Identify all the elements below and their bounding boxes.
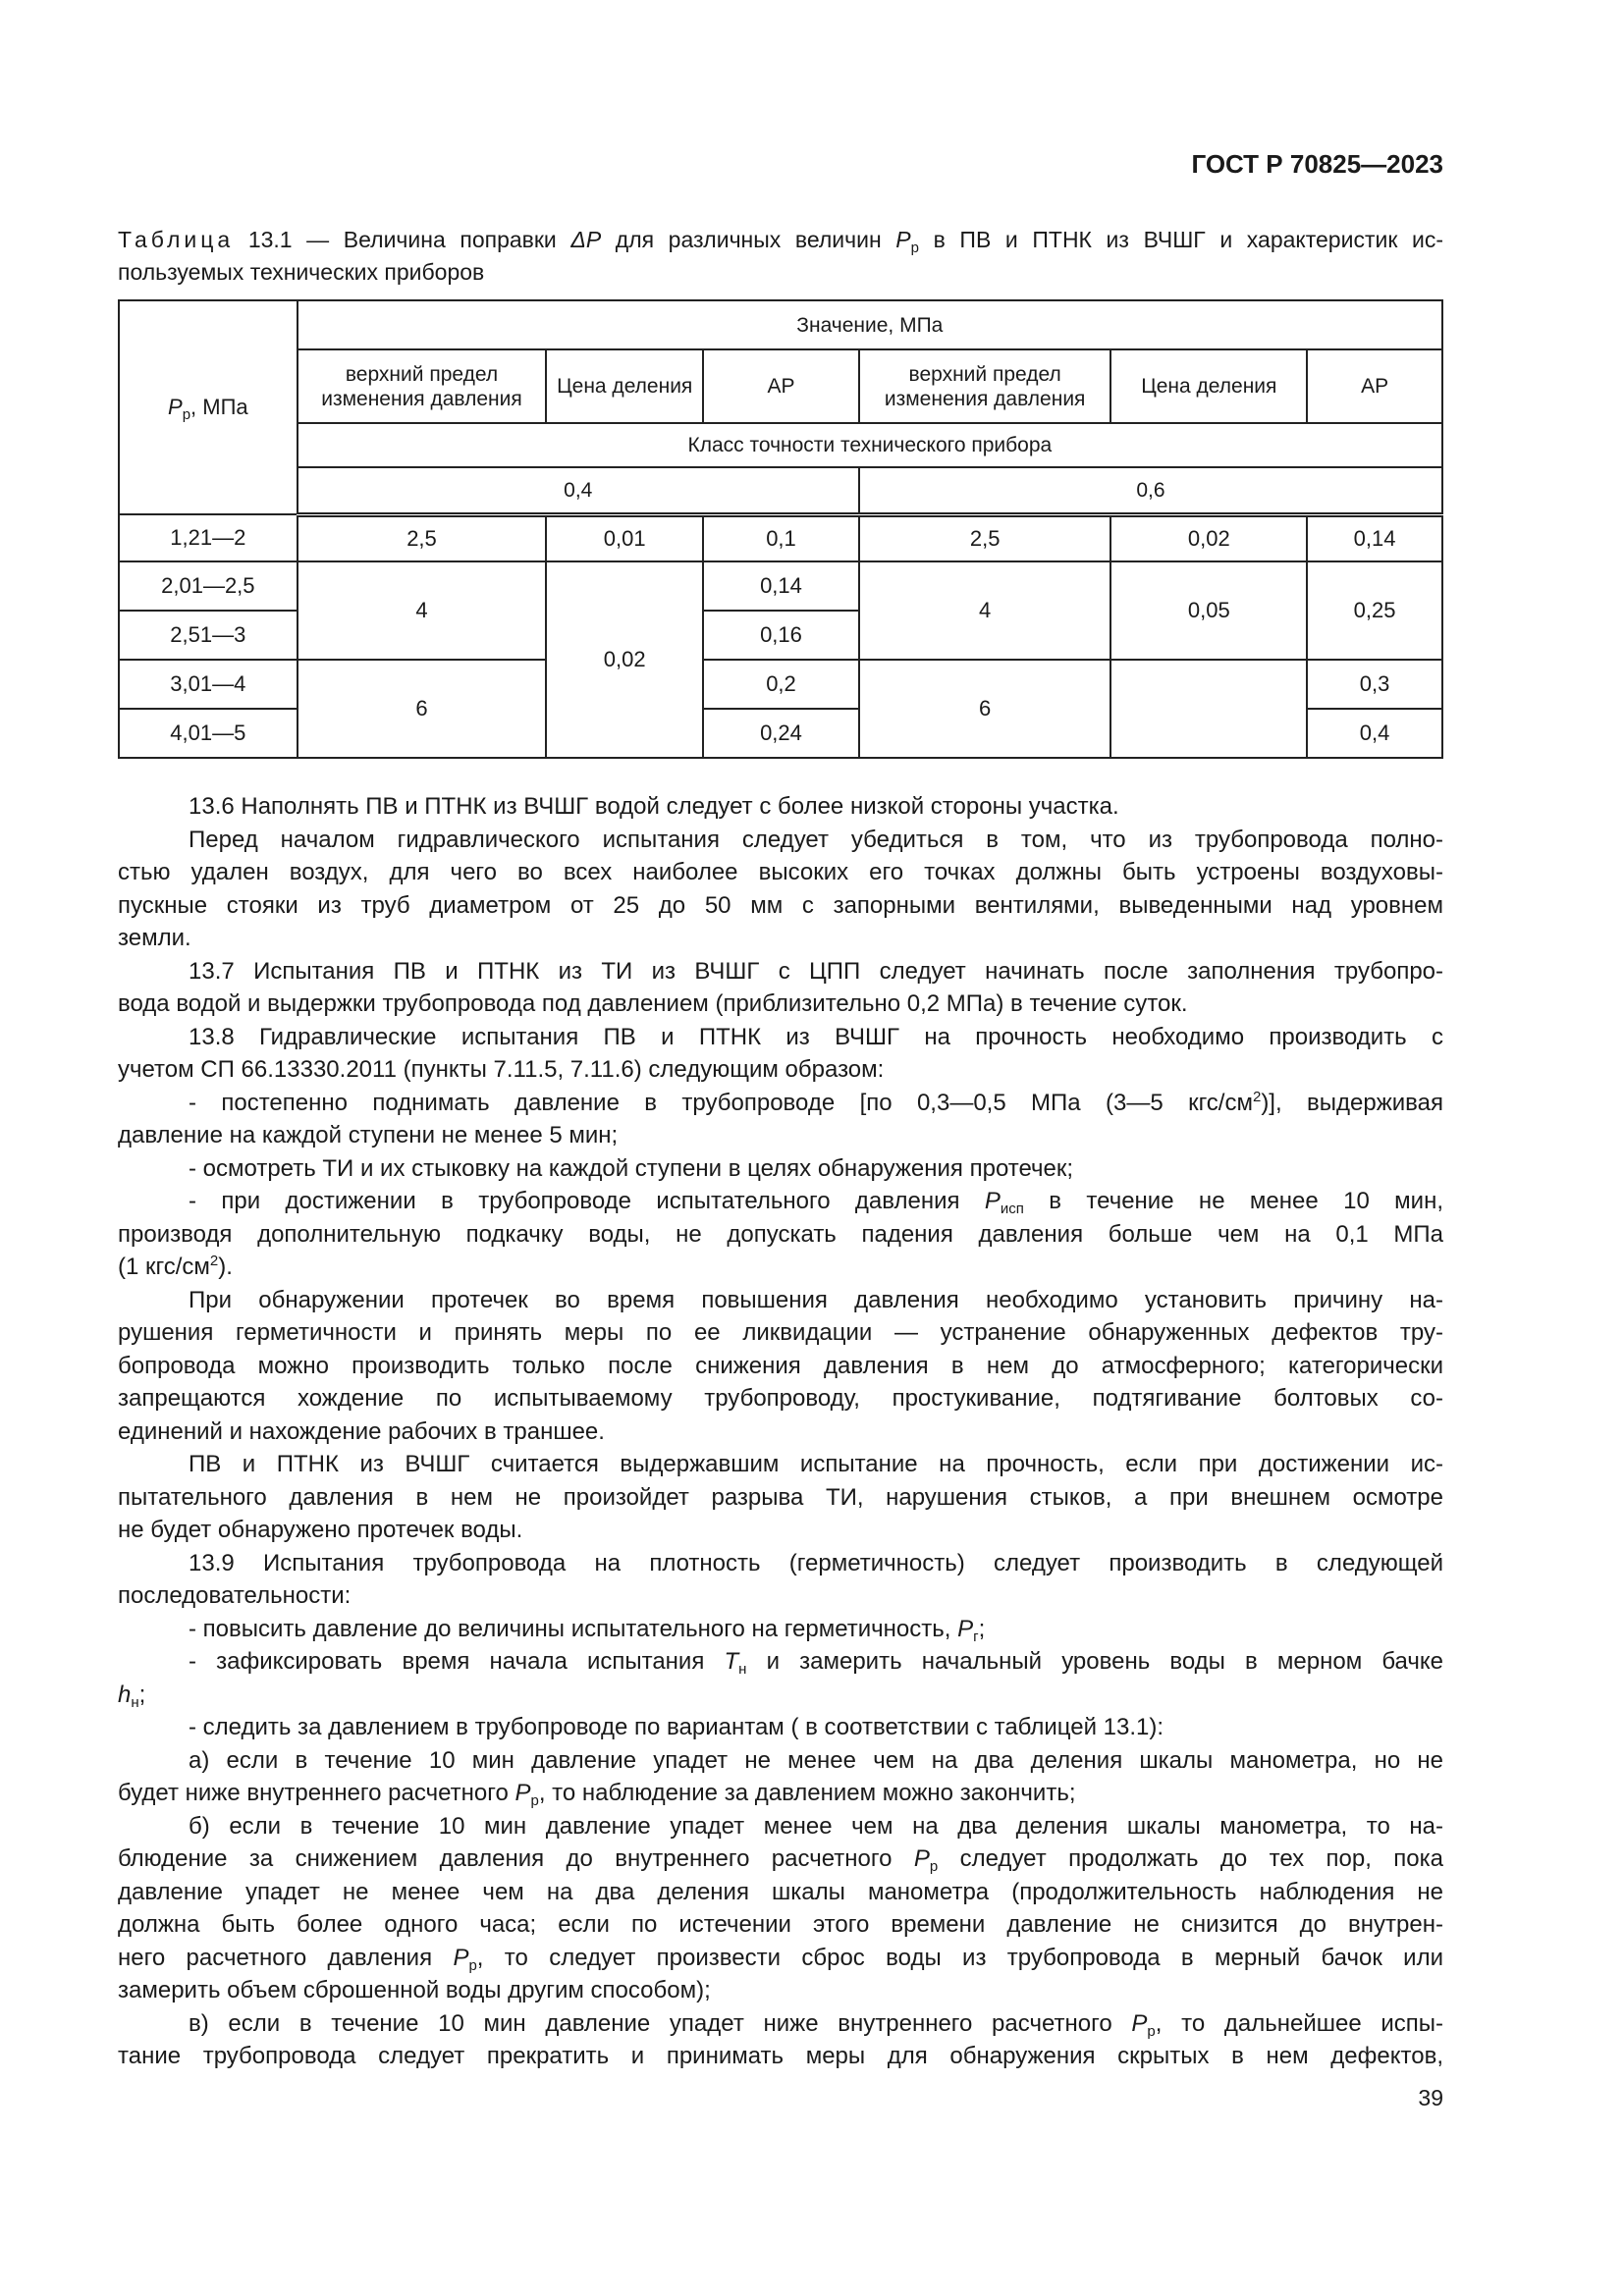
symbol: P xyxy=(895,227,911,252)
text-run: последовательности: xyxy=(118,1582,352,1609)
symbol: h xyxy=(118,1681,132,1708)
text-line xyxy=(118,955,1443,988)
text-run: замерить объем сброшенной воды другим способом); xyxy=(118,1977,711,2003)
text-line xyxy=(118,824,1443,857)
cell: 0,3 xyxy=(1307,660,1442,709)
table-row xyxy=(119,660,1442,709)
text-run: давление упадет не менее чем на два деления шкалы манометра (продолжительность наблюдения не xyxy=(118,1878,1443,1905)
text-run: ). xyxy=(218,1254,233,1280)
text-line xyxy=(118,1382,1443,1415)
table-row xyxy=(119,561,1442,611)
text-run: б) если в течение 10 мин давление упадет менее чем на два деления шкалы манометра, то на- xyxy=(189,1812,1443,1840)
text-run: производя дополнительную подкачку воды, не допускать падения давления больше чем на 0,1 МПа xyxy=(118,1220,1443,1248)
text-run: пытательного давления в нем не произойдет разрыва ТИ, нарушения стыков, а при внешнем осмотре xyxy=(118,1483,1443,1511)
text-run: стью удален воздух, для чего во всех наиболее высоких его точках должны быть устроены воздуховы- xyxy=(118,859,1443,885)
header-upper-limit-1: верхний предел изменения давления xyxy=(298,349,547,423)
text-line xyxy=(118,1316,1443,1350)
cell: 6 xyxy=(298,660,547,758)
text-run: ПВ и ПТНК из ВЧШГ считается выдержавшим испытание на прочность, если при достижении ис- xyxy=(189,1451,1443,1477)
subscript: р xyxy=(1147,2022,1156,2040)
text-run: - при достижении в трубопроводе испытательного давления xyxy=(189,1188,985,1214)
text-run: 13.9 Испытания трубопровода на плотность (герметичность) следует производить в следующей xyxy=(189,1549,1443,1576)
text-line xyxy=(118,1251,1443,1284)
page-number: 39 xyxy=(1418,2085,1443,2110)
text-run: бопровода можно производить только после снижения давления в нем до атмосферного; категорически xyxy=(118,1352,1443,1379)
text-run: единений и нахождение рабочих в траншее. xyxy=(118,1417,605,1445)
text-line xyxy=(118,790,1443,824)
cell-pr: 2,51—3 xyxy=(119,611,298,660)
correction-table xyxy=(118,299,1443,759)
text-run: , то дальнейшее испы- xyxy=(1155,2009,1443,2037)
symbol: P xyxy=(1131,2009,1148,2037)
text-line xyxy=(118,1053,1443,1087)
text-run: в течение не менее 10 мин, xyxy=(1023,1188,1444,1214)
text-run: , то наблюдение за давлением можно закончить; xyxy=(538,1780,1076,1806)
header-accuracy-class: Класс точности технического прибора xyxy=(298,423,1442,467)
text-line xyxy=(118,1448,1443,1481)
header-upper-limit-2: верхний предел изменения давления xyxy=(859,349,1111,423)
text-line xyxy=(118,988,1443,1021)
text-line xyxy=(118,1152,1443,1186)
text-line xyxy=(118,1087,1443,1120)
text-run: ; xyxy=(138,1681,146,1708)
text-run: давление на каждой ступени не менее 5 мин; xyxy=(118,1122,619,1148)
text-line xyxy=(118,1481,1443,1515)
class-0-6: 0,6 xyxy=(859,467,1442,514)
cell: 0,25 xyxy=(1307,561,1442,660)
text-line xyxy=(118,856,1443,889)
text-run: рушения герметичности и принять меры по ее ликвидации — устранение обнаруженных дефектов тру- xyxy=(118,1319,1443,1346)
text-run: - осмотреть ТИ и их стыковку на каждой ступени в целях обнаружения протечек; xyxy=(189,1154,1074,1182)
symbol: P xyxy=(913,1845,930,1872)
subscript: н xyxy=(738,1661,747,1678)
text-line xyxy=(118,1218,1443,1252)
subscript: г xyxy=(973,1628,979,1645)
cell: 0,14 xyxy=(1307,514,1442,561)
cell xyxy=(1110,660,1307,758)
text-run: и замерить начальный уровень воды в мерном бачке xyxy=(746,1648,1443,1675)
text-run: Перед началом гидравлического испытания следует убедиться в том, что из трубопровода полно- xyxy=(189,826,1443,853)
text-run: земли. xyxy=(118,925,191,951)
text-line xyxy=(118,1777,1443,1810)
text-line xyxy=(118,1810,1443,1843)
text-run: - постепенно поднимать давление в трубопроводе [по 0,3—0,5 МПа (3—5 кгс/см xyxy=(189,1089,1253,1116)
header-value: Значение, МПа xyxy=(298,300,1442,349)
text-line xyxy=(118,1415,1443,1449)
cell: 0,02 xyxy=(546,561,703,758)
body-text xyxy=(118,790,1443,2073)
text-run: пускные стояки из труб диаметром от 25 до 50 мм с запорными вентилями, выведенными над уровнем xyxy=(118,891,1443,919)
text-run: (1 кгс/см xyxy=(118,1254,210,1280)
text-run: При обнаружении протечек во время повышения давления необходимо установить причину на- xyxy=(189,1286,1443,1313)
cell: 4 xyxy=(859,561,1111,660)
text-line xyxy=(118,1942,1443,1975)
text-run: будет ниже внутреннего расчетного xyxy=(118,1780,515,1806)
cell: 6 xyxy=(859,660,1111,758)
text-run: следует продолжать до тех пор, пока xyxy=(938,1845,1444,1872)
text-line xyxy=(118,1974,1443,2007)
text-line xyxy=(118,2007,1443,2041)
text-run: - зафиксировать время начала испытания xyxy=(189,1648,725,1675)
text-line xyxy=(118,889,1443,923)
symbol: T xyxy=(724,1648,739,1675)
cell: 0,1 xyxy=(703,514,859,561)
text-run: него расчетного давления xyxy=(118,1944,454,1971)
subscript: р xyxy=(530,1792,539,1809)
cell: 0,24 xyxy=(703,709,859,758)
table-row xyxy=(119,514,1442,561)
cell: 2,5 xyxy=(859,514,1111,561)
superscript: 2 xyxy=(1252,1088,1262,1105)
text-line xyxy=(118,1579,1443,1613)
symbol: P xyxy=(984,1188,1001,1214)
text-run: вода водой и выдержки трубопровода под давлением (приблизительно 0,2 МПа) в течение суток. xyxy=(118,990,1188,1017)
text-run: тание трубопровода следует прекратить и принимать меры для обнаружения скрытых в нем дефектов, xyxy=(118,2043,1443,2069)
text-line xyxy=(118,1908,1443,1942)
text-run: - следить за давлением в трубопроводе по вариантам ( в соответствии с таблицей 13.1): xyxy=(189,1714,1164,1740)
cell: 0,2 xyxy=(703,660,859,709)
text-run: а) если в течение 10 мин давление упадет не менее чем на два деления шкалы манометра, но не xyxy=(189,1746,1443,1774)
cell: 2,5 xyxy=(298,514,547,561)
subscript: р xyxy=(910,240,919,256)
table-caption xyxy=(118,224,1443,289)
cell: 4 xyxy=(298,561,547,660)
text-line xyxy=(118,1119,1443,1152)
text-line xyxy=(118,1514,1443,1547)
text-run: 13.1 — Величина поправки xyxy=(247,227,571,252)
text-line xyxy=(118,1842,1443,1876)
subscript: р xyxy=(468,1956,477,1974)
header-pr: $P_р$, МПа xyxy=(119,300,298,514)
text-run: 13.6 Наполнять ПВ и ПТНК из ВЧШГ водой следует с более низкой стороны участка. xyxy=(189,793,1119,820)
cell: 0,16 xyxy=(703,611,859,660)
text-run: для различных величин xyxy=(601,227,896,252)
text-run: не будет обнаружено протечек воды. xyxy=(118,1517,523,1543)
text-line xyxy=(118,922,1443,955)
header-division-2: Цена деления xyxy=(1110,349,1307,423)
text-run: запрещаются хождение по испытываемому трубопроводу, простукивание, подтягивание болтовых со- xyxy=(118,1385,1443,1412)
caption-label: Таблица xyxy=(118,227,235,252)
cell: 0,01 xyxy=(546,514,703,561)
symbol: P xyxy=(514,1780,531,1806)
cell-pr: 2,01—2,5 xyxy=(119,561,298,611)
text-run: 13.7 Испытания ПВ и ПТНК из ТИ из ВЧШГ с ЦПП следует начинать после заполнения трубопро- xyxy=(189,957,1443,985)
header-ar-1: АР xyxy=(703,349,859,423)
text-line xyxy=(118,1679,1443,1712)
subscript: р xyxy=(929,1858,939,1875)
cell: 0,14 xyxy=(703,561,859,611)
text-run: ; xyxy=(978,1615,986,1642)
cell: 0,02 xyxy=(1110,514,1307,561)
cell: 0,4 xyxy=(1307,709,1442,758)
text-run: в) если в течение 10 мин давление упадет ниже внутреннего расчетного xyxy=(189,2009,1132,2037)
text-line xyxy=(118,1021,1443,1054)
text-run: должна быть более одного часа; если по истечении этого времени давление не снизится до внутрен- xyxy=(118,1911,1443,1938)
text-line xyxy=(118,1613,1443,1646)
text-line xyxy=(118,1711,1443,1744)
symbol: ΔP xyxy=(570,227,602,252)
text-run: 13.8 Гидравлические испытания ПВ и ПТНК из ВЧШГ на прочность необходимо производить с xyxy=(189,1023,1443,1050)
text-run: в ПВ и ПТНК из ВЧШГ и характеристик ис- xyxy=(918,227,1444,252)
text-line xyxy=(118,1547,1443,1580)
text-run: - повысить давление до величины испытательного на герметичность, xyxy=(189,1615,958,1642)
text-run: )], выдерживая xyxy=(1261,1089,1443,1116)
class-0-4: 0,4 xyxy=(298,467,859,514)
text-run: блюдение за снижением давления до внутреннего расчетного xyxy=(118,1845,914,1872)
subscript: н xyxy=(131,1693,139,1711)
text-run: учетом СП 66.13330.2011 (пункты 7.11.5, 7.11.6) следующим образом: xyxy=(118,1056,885,1083)
text-line xyxy=(118,1645,1443,1679)
text-line xyxy=(118,1350,1443,1383)
header-division-1: Цена деления xyxy=(546,349,703,423)
text-line xyxy=(118,2040,1443,2073)
text-line xyxy=(118,1744,1443,1778)
text-line xyxy=(118,1185,1443,1218)
cell: 0,05 xyxy=(1110,561,1307,660)
cell-pr: 1,21—2 xyxy=(119,514,298,561)
symbol: P xyxy=(957,1615,974,1642)
text-line xyxy=(118,1876,1443,1909)
document-header-id: ГОСТ Р 70825—2023 xyxy=(1191,149,1443,179)
subscript: исп xyxy=(1000,1201,1024,1217)
text-line xyxy=(118,1284,1443,1317)
superscript: 2 xyxy=(209,1253,219,1269)
caption-line-2: пользуемых технических приборов xyxy=(118,259,485,285)
cell-pr: 3,01—4 xyxy=(119,660,298,709)
symbol: P xyxy=(453,1944,469,1971)
header-ar-2: АР xyxy=(1307,349,1442,423)
cell-pr: 4,01—5 xyxy=(119,709,298,758)
text-run: , то следует произвести сброс воды из трубопровода в мерный бачок или xyxy=(476,1944,1443,1971)
